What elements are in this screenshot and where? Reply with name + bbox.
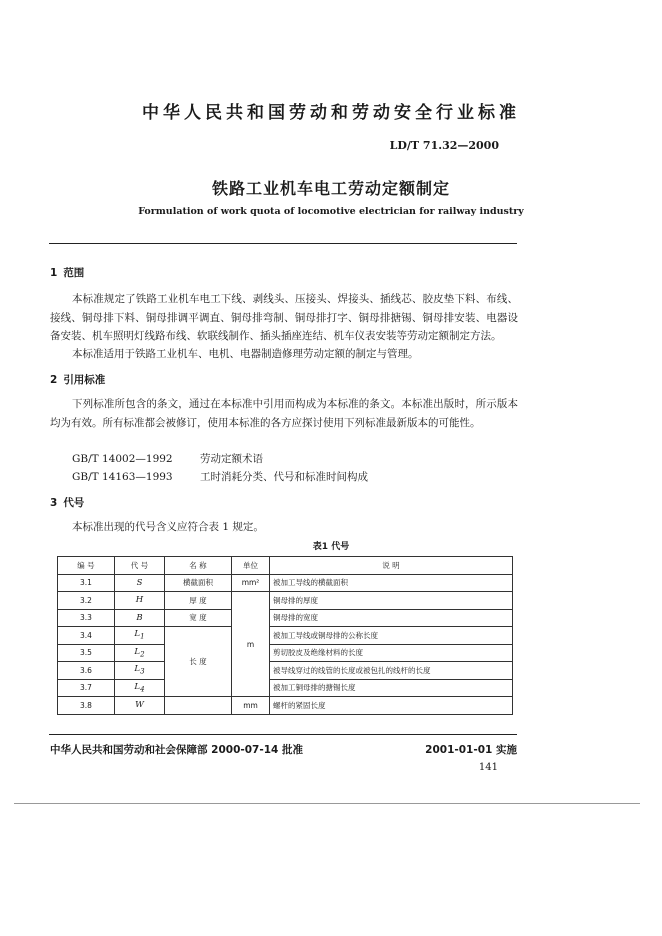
header-unit: 单位 [232,557,270,575]
code-letter: L [134,629,141,640]
cell-description: 铜母排的厚度 [270,592,513,610]
section-2-number: 2 [50,374,58,386]
cell-description: 被加工导线的横截面积 [270,574,513,592]
document-title: 铁路工业机车电工劳动定额制定 [211,179,450,198]
table-caption: 表1 代号 [312,542,350,552]
header-divider [49,243,517,244]
cell-unit: mm² [232,574,270,592]
section-3-heading [50,495,84,510]
code-subscript: 2 [140,649,145,659]
section-3-title: 代号 [63,497,85,509]
table-row [58,679,513,697]
cell-code: W [115,697,165,715]
cell-name: 宽 度 [165,609,232,627]
standard-category-title: 中华人民共和国劳动和劳动安全行业标准 [142,103,520,123]
approval-line: 中华人民共和国劳动和社会保障部 2000-07-14 批准 [50,744,303,756]
cell-description: 铜母排的宽度 [270,609,513,627]
header-name: 名 称 [165,557,232,575]
page-edge-line [14,803,640,804]
cell-code [115,679,165,697]
cell-number: 3.5 [58,644,115,662]
cell-code: B [115,609,165,627]
cell-number: 3.7 [58,679,115,697]
cell-name: 厚 度 [165,592,232,610]
header-description: 说 明 [270,557,513,575]
cell-number: 3.3 [58,609,115,627]
section-3-number: 3 [50,497,58,509]
implementation-date: 2001-01-01 实施 [425,744,517,756]
cell-number: 3.4 [58,627,115,645]
reference-code: GB/T 14002—1992 [72,453,173,465]
document-subtitle: Formulation of work quota of locomotive electrician for railway industry [138,206,524,217]
section-1-paragraph-1: 本标准规定了铁路工业机车电工下线、剥线头、压接头、焊接头、插线芯、胶皮垫下料、布线、接线、铜母排下料、铜母排调平调直、铜母排弯制、铜母排打字、铜母排搪锡、铜母排安装、电器设备安装、机车照明灯线路布线、软联线制作、插头插座连结、机车仪表安装等劳动定额制定方法。 [50,293,518,342]
code-subscript: 3 [140,667,145,677]
table-row [58,592,513,610]
cell-code [115,627,165,645]
cell-name [165,697,232,715]
section-1-number: 1 [50,267,58,279]
cell-name-merged: 长 度 [165,627,232,697]
cell-unit: mm [232,697,270,715]
cell-unit-merged: m [232,592,270,697]
standard-code: LD/T 71.32—2000 [389,139,499,152]
reference-title: 工时消耗分类、代号和标准时间构成 [200,471,368,483]
cell-code: H [115,592,165,610]
cell-code: S [115,574,165,592]
cell-name: 横截面积 [165,574,232,592]
cell-description: 被加工铜母排的搪锡长度 [270,679,513,697]
table-row [58,697,513,715]
code-subscript: 1 [140,632,145,642]
code-letter: L [134,664,141,675]
cell-number: 3.8 [58,697,115,715]
table-row [58,609,513,627]
reference-code: GB/T 14163—1993 [72,471,173,483]
table-row [58,662,513,680]
cell-description: 螺杆的紧固长度 [270,697,513,715]
section-2-paragraph-1: 下列标准所包含的条文，通过在本标准中引用而构成为本标准的条文。本标准出版时，所示版本均为有效。所有标准都会被修订，使用本标准的各方应探讨使用下列标准最新版本的可能性。 [50,398,518,429]
table-header-row [58,557,513,575]
cell-description: 剪切胶皮及绝缘材料的长度 [270,644,513,662]
section-3-paragraph-1: 本标准出现的代号含义应符合表 1 规定。 [72,521,264,533]
cell-description: 被加工导线或铜母排的公称长度 [270,627,513,645]
cell-number: 3.2 [58,592,115,610]
code-subscript: 4 [140,684,145,694]
code-letter: L [134,646,141,657]
table-row [58,644,513,662]
cell-description: 被导线穿过的线管的长度或被包扎的线杆的长度 [270,662,513,680]
cell-code [115,662,165,680]
table-row [58,574,513,592]
header-code: 代 号 [115,557,165,575]
section-1-heading [50,265,84,280]
table-row [58,627,513,645]
header-number: 编 号 [58,557,115,575]
section-1-paragraph-2: 本标准适用于铁路工业机车、电机、电器制造修理劳动定额的制定与管理。 [72,348,419,360]
code-letter: L [134,681,141,692]
section-1-title: 范围 [63,267,85,279]
section-2-title: 引用标准 [63,374,106,386]
reference-item [72,451,263,466]
reference-item [72,469,368,484]
codes-table [57,556,513,715]
reference-title: 劳动定额术语 [200,453,263,465]
cell-number: 3.1 [58,574,115,592]
page-number: 141 [478,762,498,773]
footer-divider [49,734,517,735]
cell-number: 3.6 [58,662,115,680]
section-2-heading [50,372,105,387]
cell-code [115,644,165,662]
